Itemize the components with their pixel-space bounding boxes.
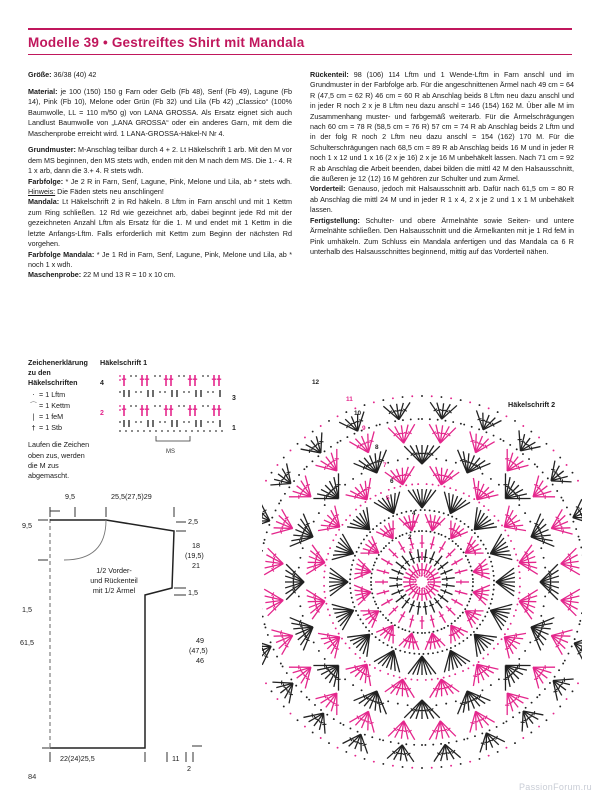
dim-side-length-3: 46 — [196, 656, 204, 665]
hinweis-text: Die Fäden stets neu anschlingen! — [55, 187, 164, 197]
chart1-row-label-4: 4 — [100, 380, 104, 387]
legend-title-line2: zu den Häkelschriften — [28, 368, 78, 388]
mandala-paragraph — [28, 197, 292, 249]
schematic-body-label-line1: 1/2 Vorder- — [96, 566, 132, 575]
mandala-rings — [262, 395, 582, 769]
symbol-legend — [28, 358, 94, 481]
schematic-body-label — [68, 566, 160, 596]
farbfolge-mandala-paragraph — [28, 250, 292, 271]
dim-sleeve-depth-3: 21 — [192, 561, 200, 570]
mandala-stitch-diagram — [262, 382, 582, 772]
chart1-stitch-grid — [118, 373, 230, 445]
farbfolge-text: * Je 2 R in Farn, Senf, Lagune, Pink, Melone und Lila, ab * stets wdh. — [63, 176, 292, 186]
grundmuster-text: M-Anschlag teilbar durch 4 + 2. Lt Häkelschrift 1 arb. Mit den M vor dem MS beginnen, den MS stets wdh, enden mit den M nach dem MS. Die 1.- 4. R 1 x arb, dann die 3.+ 4. R stets wdh. — [28, 145, 292, 176]
grundmuster-paragraph — [28, 145, 292, 176]
garment-outline — [50, 520, 174, 748]
size-value: 36/38 (40) 42 — [51, 70, 97, 79]
size-label: Größe: — [28, 70, 52, 79]
dim-sleeve-edge: 1,5 — [188, 588, 198, 597]
legend-entry-lftm — [28, 390, 94, 400]
mandala-round-label-1: 1 — [409, 548, 413, 555]
fem-symbol-icon: | — [32, 412, 35, 422]
chart1-row1 — [119, 420, 220, 427]
mandala-round-label-11: 11 — [346, 396, 353, 403]
legend-entry-stb-text: = 1 Stb — [39, 423, 62, 433]
chart1-row-label-2: 2 — [100, 410, 104, 417]
dim-side-length-2: (47,5) — [189, 646, 208, 655]
fertigstellung-text: Schulter- und obere Ärmelnähte sowie Seiten- und untere Ärmelnähte schließen. Den Halsausschnitt und die Ärmelkanten mit je 1 Rd feM in Pink umhäkeln. Zum Schluss ein Mandala anfertigen und das Mandala ca 6 R unterhalb des Halsausschnittes beginnend, mittig auf das Vorderteil nähen. — [310, 215, 574, 256]
mandala-round-label-12: 12 — [312, 379, 320, 386]
chart1-container — [100, 358, 240, 455]
watermark: PassionForum.ru — [518, 782, 592, 792]
right-text-column — [310, 70, 574, 257]
rueckenteil-paragraph — [310, 70, 574, 184]
schematic-body-label-line2: und Rückenteil — [90, 576, 138, 585]
dim-lower-left: 1,5 — [22, 605, 32, 614]
farbfolge-paragraph — [28, 177, 292, 198]
chart1-title: Häkelschrift 1 — [100, 358, 148, 367]
dim-top-left-width: 9,5 — [65, 492, 75, 501]
dim-top-right-width: 25,5(27,5)29 — [111, 492, 152, 501]
vorderteil-paragraph — [310, 184, 574, 215]
dim-bottom-width: 22(24)25,5 — [60, 754, 95, 763]
fertigstellung-label: Fertigstellung: — [310, 215, 360, 225]
material-paragraph — [28, 87, 292, 139]
farbfolge-mandala-label: Farbfolge Mandala: — [28, 249, 95, 259]
kettm-symbol-icon: ⌒ — [29, 400, 38, 410]
material-text: je 100 (150) 150 g Farn oder Gelb (Fb 48), Senf (Fb 49), Lagune (Fb 14), Pink (Fb 10), Melone oder Grün (Fb 32) und Lila (Fb 42) „Classico“ (100% Baumwolle, LL = 110 m/50 g) von LANA GROSSA. Als Ersatz eignet sich auch Landlust Baumwolle von „LANA GROSSA“ oder ein anderes Garn, mit dem die Maschenprobe erreicht wird. 1 LANA-GROSSA-Häkel-N Nr 4. — [28, 86, 292, 138]
mandala-round-label-5: 5 — [386, 495, 390, 502]
dim-left-depth: 9,5 — [22, 521, 32, 530]
chart1-row3 — [119, 390, 220, 397]
vorderteil-label: Vorderteil: — [310, 184, 346, 194]
material-label: Material: — [28, 86, 58, 96]
dim-sleeve-depth-1: 18 — [192, 541, 200, 550]
legend-entry-kettm-text: = 1 Kettm — [39, 400, 70, 410]
chart1-row2 — [119, 405, 221, 416]
mandala-round-label-7: 7 — [383, 462, 387, 469]
article-columns — [28, 70, 574, 360]
maschenprobe-text: 22 M und 13 R = 10 x 10 cm. — [81, 270, 176, 280]
maschenprobe-label: Maschenprobe: — [28, 270, 82, 280]
legend-note: Laufen die Zeichen oben zus, werden die M zus abgemascht. — [28, 440, 90, 481]
header-rule-bottom — [28, 54, 572, 55]
chart1-foundation-chain — [119, 430, 223, 432]
dim-side-length-1: 49 — [196, 636, 204, 645]
vorderteil-text: Genauso, jedoch mit Halsausschnitt arb. Dafür nach 61,5 cm = 80 R ab Anschlag die mittl 24 M und in jeder R 1 x 4, 2 x je 2 und 1 x 1 M unbehäkelt lassen. — [310, 184, 574, 215]
dim-bottom-sleeve: 11 — [172, 754, 180, 763]
mandala-round-label-2: 2 — [408, 534, 412, 541]
dim-left-total: 61,5 — [20, 638, 34, 647]
chart1-repeat-bracket — [156, 436, 190, 441]
rueckenteil-label: Rückenteil: — [310, 70, 349, 79]
legend-entry-fem — [28, 412, 94, 422]
mandala-round-label-4: 4 — [412, 510, 416, 517]
legend-title-line1: Zeichenerklärung — [28, 358, 88, 367]
schematic-body-label-line3: mit 1/2 Ärmel — [92, 586, 136, 595]
mandala-round-label-3: 3 — [412, 522, 416, 529]
stb-symbol-icon: † — [31, 423, 36, 433]
dim-bottom-small: 2 — [187, 764, 191, 773]
mandala-round-label-10: 10 — [354, 410, 362, 417]
mandala-label: Mandala: — [28, 197, 60, 207]
mandala-text: Lt Häkelschrift 2 in Rd häkeln. 8 Lftm in Farn anschl und mit 1 Kettm zum Ring schließen. 12 Rd wie gezeichnet arb, dabei beginnt jede Rd mit der gezeichneten Anzahl Lftm als Ersatz für die 1. M und endet mit 1 Kettm in die letzte Anfangs-Lftm. Falls erforderlich mit Kettm zum Beginn der nächsten Rd vorgehen. — [28, 197, 292, 249]
chart1-row-label-1: 1 — [232, 425, 236, 432]
legend-entry-kettm — [28, 401, 94, 411]
garment-schematic — [20, 492, 274, 778]
page-title: Modelle 39 • Gestreiftes Shirt mit Mandala — [28, 34, 305, 50]
hinweis-label: Hinweis: — [28, 187, 56, 197]
legend-entry-stb — [28, 423, 94, 433]
page-header — [28, 28, 572, 55]
mandala-chart — [262, 379, 582, 772]
mandala-round-label-8: 8 — [375, 444, 379, 451]
legend-entry-fem-text: = 1 feM — [39, 412, 64, 422]
mandala-round-label-6: 6 — [390, 478, 394, 485]
page-number: 84 — [28, 772, 37, 781]
dim-sleeve-depth-2: (19,5) — [185, 551, 204, 560]
dim-shoulder-slope: 2,5 — [188, 517, 198, 526]
mandala-centre-ring — [416, 576, 428, 588]
mandala-round-label-9: 9 — [362, 425, 366, 432]
legend-entry-lftm-text: = 1 Lftm — [39, 389, 66, 399]
farbfolge-mandala-text: * Je 1 Rd in Farn, Senf, Lagune, Pink, Melone und Lila, ab * noch 1 x wdh. — [28, 249, 292, 269]
size-paragraph — [28, 70, 292, 80]
grundmuster-label: Grundmuster: — [28, 145, 76, 155]
chart1-row4 — [119, 375, 221, 386]
chart1-repeat-label: MS — [166, 449, 175, 455]
schematic-drawing — [24, 498, 274, 778]
chart1-row-label-3: 3 — [232, 395, 236, 402]
rueckenteil-text: 98 (106) 114 Lftm und 1 Wende-Lftm in Farn anschl und im Grundmuster in der Farbfolge arb. Für die angeschnittenen Ärmel nach 49 cm = 64 R (47,5 cm = 62 R) 46 cm = 60 R ab Anschlag beids 8 Lftm neu dazu anschl und in jeder R noch 2 x je 8 Lftm neu dazu anschl = 146 (154) 162 M. Über alle M im Zusammenhang muster- und farbgemäß weiterarb. Für die Ärmelschrägungen nach 60 cm = 78 R (58,5 cm = 76 R) 57 cm = 74 R ab Anschlag beids 2 Lftm und in der folg R noch 2 Lftm neu dazu anschl = 154 (162) 170 M. Für die Schulterschrägungen nach 68,5 cm = 89 R ab Anschlag beids 16 M und in jeder R noch 1 x 12 und 1 x 16 (2 x je 16) 2 x je 16 M unbehäkelt lassen. Nach 71 cm = 92 R ab Anschlag die Arbeit beenden, dabei bilden die mittl 42 M den Halsausschnitt, die äußeren je 12 (12) 16 M gehören zur Schulter und zum Ärmel. — [310, 70, 574, 184]
left-text-column — [28, 70, 292, 281]
fertigstellung-paragraph — [310, 216, 574, 258]
armhole-curve — [64, 520, 106, 560]
maschenprobe-paragraph — [28, 270, 292, 280]
lftm-symbol-icon: · — [32, 389, 35, 399]
chart2-title: Häkelschrift 2 — [508, 400, 556, 409]
farbfolge-label: Farbfolge: — [28, 176, 64, 186]
